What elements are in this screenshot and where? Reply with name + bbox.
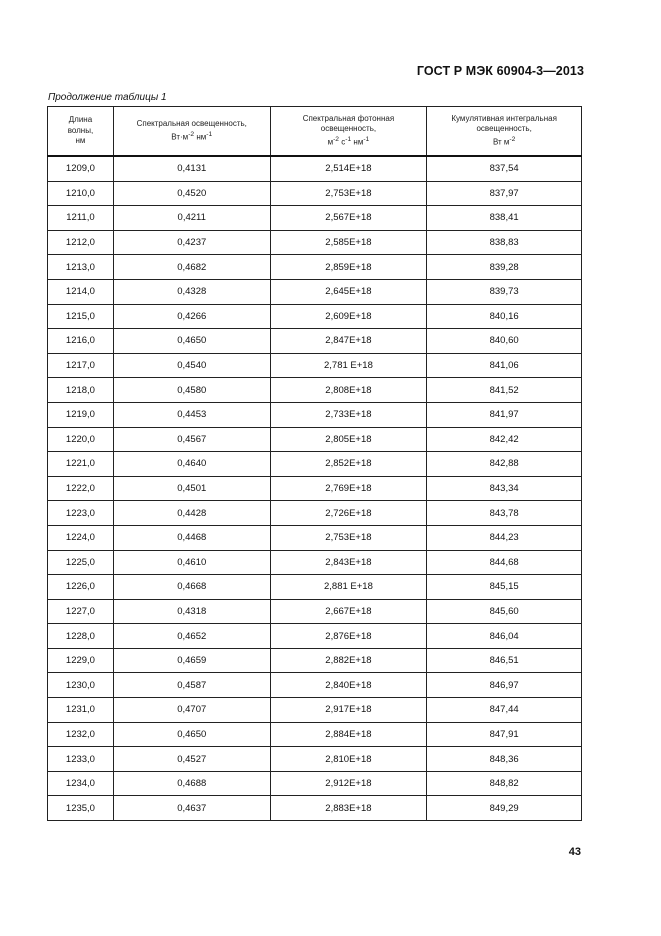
- photon-irradiance-cell: 2,567E+18: [270, 206, 427, 231]
- header-text: Спектральная фотонная: [302, 113, 395, 123]
- photon-irradiance-cell: 2,840E+18: [270, 673, 427, 698]
- wavelength-cell: 1228,0: [48, 624, 114, 649]
- photon-irradiance-cell: 2,645E+18: [270, 279, 427, 304]
- spectral-irradiance-cell: 0,4237: [113, 230, 270, 255]
- header-sup: -2: [333, 135, 340, 143]
- header-text: освещенность,: [320, 124, 377, 134]
- header-text: Кумулятивная интегральная: [451, 113, 557, 123]
- header-sup: -1: [206, 130, 213, 138]
- cumulative-irradiance-cell: 837,54: [427, 156, 582, 181]
- cumulative-irradiance-cell: 843,78: [427, 501, 582, 526]
- spectral-irradiance-cell: 0,4540: [113, 353, 270, 378]
- cumulative-irradiance-cell: 848,82: [427, 771, 582, 796]
- header-text: волны,: [67, 125, 94, 135]
- spectral-irradiance-cell: 0,4587: [113, 673, 270, 698]
- wavelength-cell: 1231,0: [48, 698, 114, 723]
- wavelength-cell: 1232,0: [48, 722, 114, 747]
- wavelength-cell: 1210,0: [48, 181, 114, 206]
- cumulative-irradiance-cell: 841,52: [427, 378, 582, 403]
- photon-irradiance-cell: 2,726E+18: [270, 501, 427, 526]
- spectral-irradiance-cell: 0,4707: [113, 698, 270, 723]
- cumulative-irradiance-cell: 848,36: [427, 747, 582, 772]
- spectral-irradiance-cell: 0,4652: [113, 624, 270, 649]
- spectral-irradiance-cell: 0,4527: [113, 747, 270, 772]
- spectral-irradiance-cell: 0,4266: [113, 304, 270, 329]
- header-text: Длина: [68, 115, 93, 125]
- cumulative-irradiance-cell: 839,73: [427, 279, 582, 304]
- header-sup: -1: [363, 135, 370, 143]
- spectral-irradiance-cell: 0,4682: [113, 255, 270, 280]
- table-row: [48, 402, 582, 427]
- table-row: [48, 353, 582, 378]
- table-row: [48, 575, 582, 600]
- photon-irradiance-cell: 2,769E+18: [270, 476, 427, 501]
- table-row: [48, 747, 582, 772]
- wavelength-cell: 1229,0: [48, 648, 114, 673]
- spectral-irradiance-cell: 0,4637: [113, 796, 270, 821]
- wavelength-cell: 1211,0: [48, 206, 114, 231]
- cumulative-irradiance-cell: 842,88: [427, 452, 582, 477]
- column-header-spectral-irradiance: [113, 107, 270, 157]
- spectral-irradiance-cell: 0,4520: [113, 181, 270, 206]
- table-caption: Продолжение таблицы 1: [48, 92, 167, 103]
- wavelength-cell: 1220,0: [48, 427, 114, 452]
- header-text: м: [327, 137, 334, 147]
- spectral-irradiance-cell: 0,4318: [113, 599, 270, 624]
- column-header-photon-irradiance: [270, 107, 427, 157]
- table-row: [48, 378, 582, 403]
- wavelength-cell: 1213,0: [48, 255, 114, 280]
- wavelength-cell: 1209,0: [48, 156, 114, 181]
- table-row: [48, 255, 582, 280]
- photon-irradiance-cell: 2,859E+18: [270, 255, 427, 280]
- column-header-cumulative-irradiance: [427, 107, 582, 157]
- spectral-irradiance-cell: 0,4650: [113, 329, 270, 354]
- spectral-irradiance-cell: 0,4328: [113, 279, 270, 304]
- spectral-irradiance-cell: 0,4650: [113, 722, 270, 747]
- table-header-row: [48, 107, 582, 157]
- header-sup: -1: [345, 135, 352, 143]
- table-row: [48, 599, 582, 624]
- spectral-irradiance-cell: 0,4211: [113, 206, 270, 231]
- wavelength-cell: 1230,0: [48, 673, 114, 698]
- cumulative-irradiance-cell: 847,91: [427, 722, 582, 747]
- table-row: [48, 796, 582, 821]
- table-row: [48, 181, 582, 206]
- spectral-irradiance-cell: 0,4567: [113, 427, 270, 452]
- cumulative-irradiance-cell: 841,06: [427, 353, 582, 378]
- header-text: с: [339, 137, 346, 147]
- photon-irradiance-cell: 2,884E+18: [270, 722, 427, 747]
- table-row: [48, 698, 582, 723]
- spectral-irradiance-cell: 0,4610: [113, 550, 270, 575]
- table-row: [48, 525, 582, 550]
- wavelength-cell: 1214,0: [48, 279, 114, 304]
- photon-irradiance-cell: 2,810E+18: [270, 747, 427, 772]
- photon-irradiance-cell: 2,667E+18: [270, 599, 427, 624]
- photon-irradiance-cell: 2,847E+18: [270, 329, 427, 354]
- wavelength-cell: 1226,0: [48, 575, 114, 600]
- cumulative-irradiance-cell: 849,29: [427, 796, 582, 821]
- photon-irradiance-cell: 2,912E+18: [270, 771, 427, 796]
- spectral-irradiance-cell: 0,4453: [113, 402, 270, 427]
- cumulative-irradiance-cell: 844,68: [427, 550, 582, 575]
- photon-irradiance-cell: 2,843E+18: [270, 550, 427, 575]
- table-row: [48, 279, 582, 304]
- cumulative-irradiance-cell: 837,97: [427, 181, 582, 206]
- cumulative-irradiance-cell: 844,23: [427, 525, 582, 550]
- cumulative-irradiance-cell: 845,15: [427, 575, 582, 600]
- cumulative-irradiance-cell: 840,60: [427, 329, 582, 354]
- spectral-irradiance-cell: 0,4640: [113, 452, 270, 477]
- photon-irradiance-cell: 2,883E+18: [270, 796, 427, 821]
- cumulative-irradiance-cell: 843,34: [427, 476, 582, 501]
- photon-irradiance-cell: 2,808E+18: [270, 378, 427, 403]
- table-row: [48, 501, 582, 526]
- table-row: [48, 427, 582, 452]
- photon-irradiance-cell: 2,917E+18: [270, 698, 427, 723]
- header-text: нм: [194, 132, 207, 142]
- photon-irradiance-cell: 2,805E+18: [270, 427, 427, 452]
- cumulative-irradiance-cell: 838,41: [427, 206, 582, 231]
- cumulative-irradiance-cell: 847,44: [427, 698, 582, 723]
- photon-irradiance-cell: 2,753E+18: [270, 181, 427, 206]
- header-sup: -2: [188, 130, 195, 138]
- table-row: [48, 624, 582, 649]
- cumulative-irradiance-cell: 840,16: [427, 304, 582, 329]
- table-row: [48, 452, 582, 477]
- spectral-irradiance-cell: 0,4428: [113, 501, 270, 526]
- table-row: [48, 476, 582, 501]
- wavelength-cell: 1223,0: [48, 501, 114, 526]
- table-body: [48, 156, 582, 821]
- wavelength-cell: 1227,0: [48, 599, 114, 624]
- header-sup: -2: [509, 135, 516, 143]
- table-row: [48, 156, 582, 181]
- header-text: нм: [351, 137, 364, 147]
- wavelength-cell: 1234,0: [48, 771, 114, 796]
- table-row: [48, 304, 582, 329]
- spectral-data-table: [47, 106, 582, 821]
- spectral-irradiance-cell: 0,4131: [113, 156, 270, 181]
- header-text: Вт м: [492, 137, 510, 147]
- spectral-irradiance-cell: 0,4501: [113, 476, 270, 501]
- page-number: 43: [568, 846, 581, 858]
- header-text: Вт·м: [171, 132, 189, 142]
- cumulative-irradiance-cell: 846,51: [427, 648, 582, 673]
- cumulative-irradiance-cell: 842,42: [427, 427, 582, 452]
- table-row: [48, 673, 582, 698]
- column-header-wavelength: [48, 107, 114, 157]
- spectral-irradiance-cell: 0,4688: [113, 771, 270, 796]
- photon-irradiance-cell: 2,585E+18: [270, 230, 427, 255]
- table-row: [48, 648, 582, 673]
- photon-irradiance-cell: 2,514E+18: [270, 156, 427, 181]
- table-row: [48, 722, 582, 747]
- header-text: нм: [75, 136, 86, 146]
- table-row: [48, 550, 582, 575]
- cumulative-irradiance-cell: 846,04: [427, 624, 582, 649]
- photon-irradiance-cell: 2,882E+18: [270, 648, 427, 673]
- photon-irradiance-cell: 2,781 E+18: [270, 353, 427, 378]
- spectral-irradiance-cell: 0,4468: [113, 525, 270, 550]
- photon-irradiance-cell: 2,753E+18: [270, 525, 427, 550]
- cumulative-irradiance-cell: 838,83: [427, 230, 582, 255]
- header-text: освещенность,: [476, 124, 532, 134]
- cumulative-irradiance-cell: 839,28: [427, 255, 582, 280]
- wavelength-cell: 1215,0: [48, 304, 114, 329]
- wavelength-cell: 1219,0: [48, 402, 114, 427]
- table-row: [48, 329, 582, 354]
- cumulative-irradiance-cell: 846,97: [427, 673, 582, 698]
- wavelength-cell: 1233,0: [48, 747, 114, 772]
- wavelength-cell: 1224,0: [48, 525, 114, 550]
- wavelength-cell: 1212,0: [48, 230, 114, 255]
- photon-irradiance-cell: 2,852E+18: [270, 452, 427, 477]
- wavelength-cell: 1225,0: [48, 550, 114, 575]
- spectral-irradiance-cell: 0,4668: [113, 575, 270, 600]
- table-row: [48, 206, 582, 231]
- table-row: [48, 230, 582, 255]
- wavelength-cell: 1216,0: [48, 329, 114, 354]
- photon-irradiance-cell: 2,881 E+18: [270, 575, 427, 600]
- wavelength-cell: 1221,0: [48, 452, 114, 477]
- table-row: [48, 771, 582, 796]
- photon-irradiance-cell: 2,609E+18: [270, 304, 427, 329]
- wavelength-cell: 1218,0: [48, 378, 114, 403]
- spectral-irradiance-cell: 0,4580: [113, 378, 270, 403]
- header-text: Спектральная освещенность,: [136, 119, 247, 129]
- wavelength-cell: 1222,0: [48, 476, 114, 501]
- wavelength-cell: 1217,0: [48, 353, 114, 378]
- cumulative-irradiance-cell: 845,60: [427, 599, 582, 624]
- spectral-irradiance-cell: 0,4659: [113, 648, 270, 673]
- photon-irradiance-cell: 2,733E+18: [270, 402, 427, 427]
- cumulative-irradiance-cell: 841,97: [427, 402, 582, 427]
- standard-code: ГОСТ Р МЭК 60904-3—2013: [416, 64, 584, 78]
- wavelength-cell: 1235,0: [48, 796, 114, 821]
- photon-irradiance-cell: 2,876E+18: [270, 624, 427, 649]
